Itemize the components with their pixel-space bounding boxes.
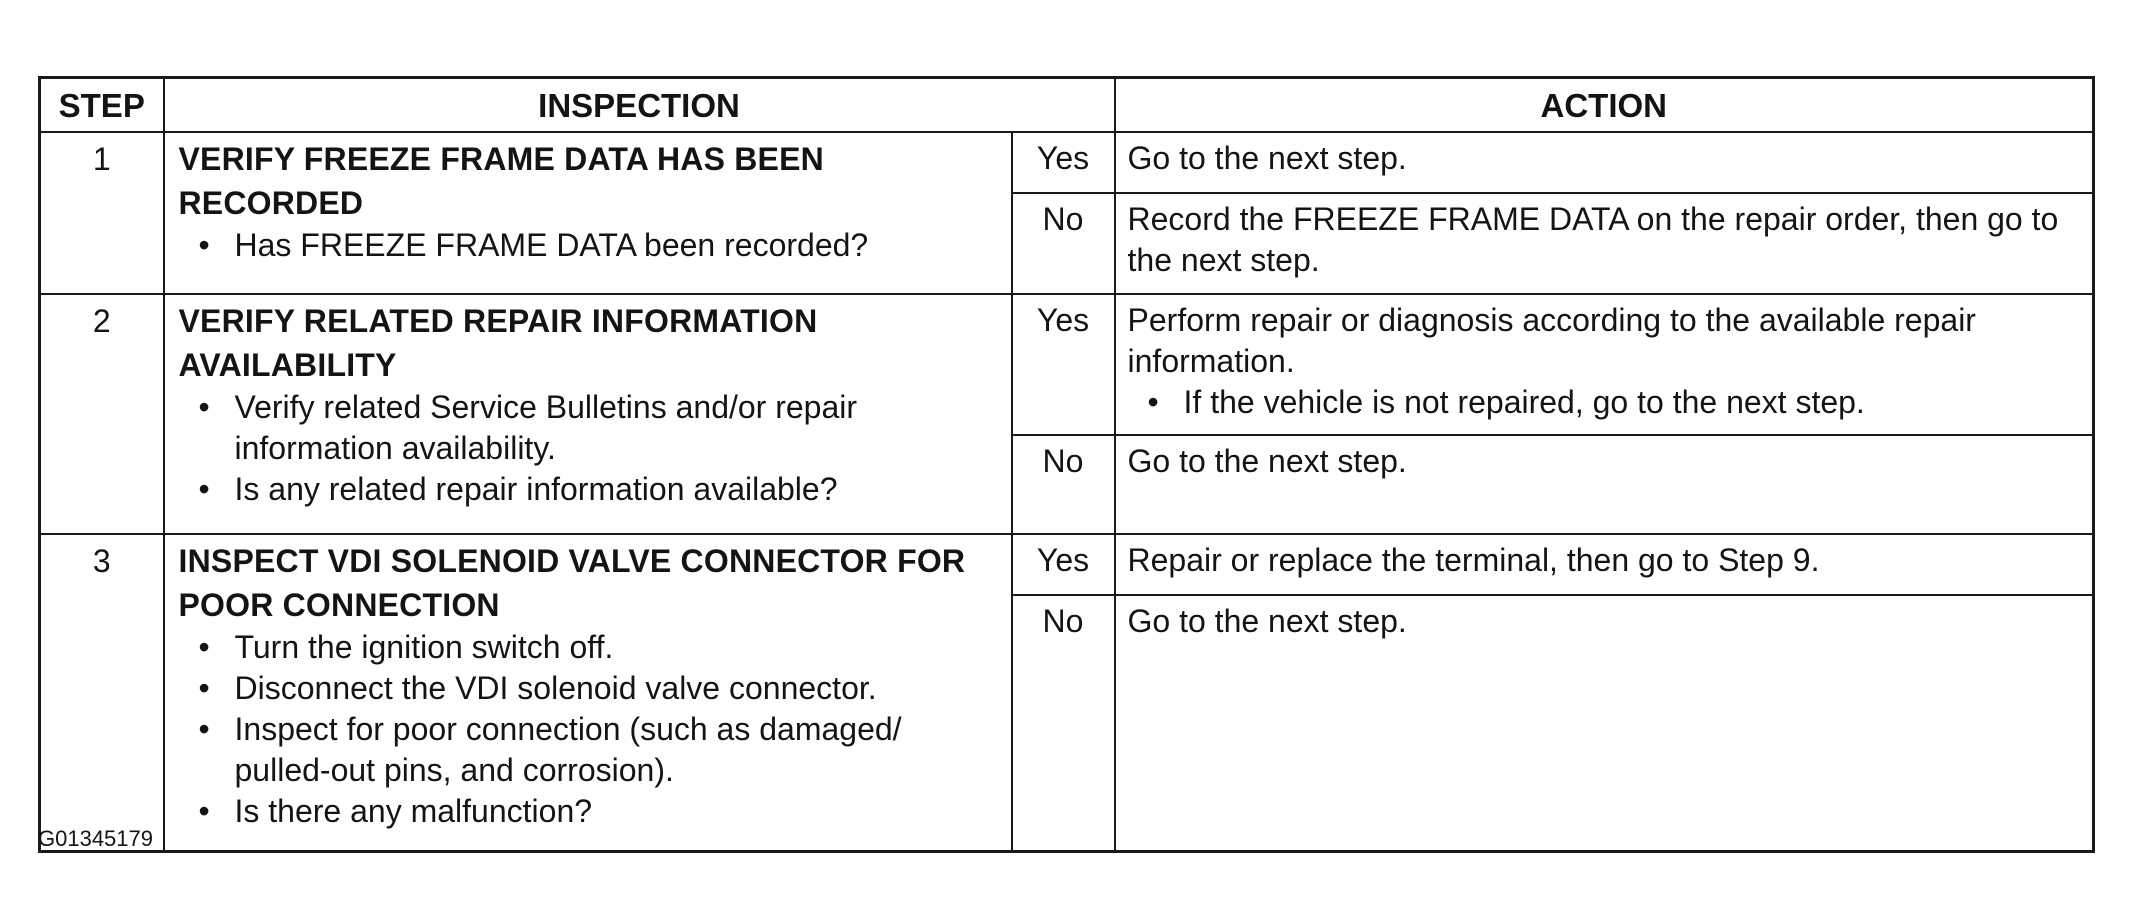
list-item [179,225,999,266]
bullet-text: Is any related repair information available? [234,471,838,507]
step-number: 1 [40,132,164,294]
bullet-text: If the vehicle is not repaired, go to the next step. [1183,384,1865,420]
no-action: Record the FREEZE FRAME DATA on the repair order, then go to the next step. [1115,193,2094,294]
yes-action: Go to the next step. [1115,132,2094,193]
bullet-icon: • [198,471,210,507]
list-item [179,668,999,709]
step-number: 2 [40,294,164,534]
no-action: Go to the next step. [1115,435,2094,534]
bullet-text: Is there any malfunction? [234,793,593,829]
inspection-title: INSPECT VDI SOLENOID VALVE CONNECTOR FOR POOR CONNECTION [178,543,966,623]
inspection-cell [164,132,1012,294]
list-item [179,469,999,510]
list-item [179,387,999,469]
bullet-icon: • [198,227,210,263]
no-label: No [1012,595,1115,852]
yes-action: Perform repair or diagnosis according to the available repair information. [1127,302,1976,379]
inspection-title: VERIFY RELATED REPAIR INFORMATION AVAILABILITY [178,303,818,383]
header-inspection: INSPECTION [164,78,1115,133]
step-number: 3 [40,534,164,852]
yes-action-cell [1115,294,2094,435]
list-item [179,709,999,791]
yes-label: Yes [1012,534,1115,595]
inspection-cell [164,294,1012,534]
inspection-bullets [179,387,999,510]
diagnostic-table [38,76,2095,853]
table-row [40,534,2094,595]
list-item [179,791,999,832]
inspection-bullets [179,225,999,266]
table-row [40,294,2094,435]
no-label: No [1012,435,1115,534]
bullet-text: Disconnect the VDI solenoid valve connector. [234,670,877,706]
header-row [40,78,2094,133]
bullet-icon: • [1147,384,1159,420]
inspection-bullets [179,627,999,832]
no-label: No [1012,193,1115,294]
bullet-icon: • [198,389,210,425]
bullet-icon: • [198,629,210,665]
bullet-text: Has FREEZE FRAME DATA been recorded? [234,227,869,263]
figure-id: G01345179 [38,826,153,851]
header-action: ACTION [1115,78,2094,133]
yes-label: Yes [1012,132,1115,193]
table-row [40,132,2094,193]
yes-label: Yes [1012,294,1115,435]
header-step: STEP [40,78,164,133]
list-item [1128,382,2079,423]
bullet-text: Turn the ignition switch off. [234,629,614,665]
bullet-text: Verify related Service Bulletins and/or repair information availability. [234,389,858,466]
bullet-icon: • [198,670,210,706]
inspection-title: VERIFY FREEZE FRAME DATA HAS BEEN RECORDED [178,141,824,221]
list-item [179,627,999,668]
bullet-text: Inspect for poor connection (such as damaged/ pulled-out pins, and corrosion). [234,711,902,788]
inspection-cell [164,534,1012,852]
bullet-icon: • [198,711,210,747]
yes-action: Repair or replace the terminal, then go to Step 9. [1115,534,2094,595]
bullet-icon: • [198,793,210,829]
no-action: Go to the next step. [1115,595,2094,852]
action-bullets [1128,382,2079,423]
